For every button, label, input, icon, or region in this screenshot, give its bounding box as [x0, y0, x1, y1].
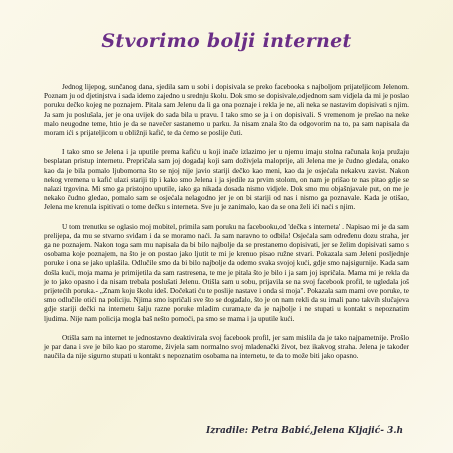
paragraph: Otišla sam na internet te jednostavno deaktivirala svoj facebook profil, jer sam mislila da je tako najpametnije. Prošlo je par dana i sve je bilo kao po starome, živjela sam normalno svoj mladenački život, bez ikakvog straha. Jelena je također naučila da nije sigurno stupati u kontakt s nepoznatim osobama na internetu, te da to može biti jako opasno. [44, 332, 409, 361]
paragraph: U tom trenutku se oglasio moj mobitel, primila sam poruku na facebooku,od 'dečka s interneta' . Napisao mi je da sam prelijepa, da mu se stvarno sviđam i da se moramo naći. Ja sam naravno to odbila! Osjećala sam određenu dozu straha, jer ga ne poznajem. Nakon toga sam mu napisala da bi bilo najbolje da se prestanemo dopisivati, jer se želim dopisivati samo s osobama koje poznajem, na što je on postao jako ljutit te mi je krenuo pisao ružne stvari. Pokazala sam Jeleni posljednje poruke i ona se jako uplašila. Odlučile smo da bi bilo najbolje da odemo svaka svojoj kući, gdje smo najsigurnije. Kada sam došla kući, moja mama je primijetila da sam rastresena, te me je pitala što je bilo i ja sam joj ispričala. Mama mi je rekla da je to jako opasno i da nisam trebala poslušati Jelenu. Otišla sam u sobu, prijavila se na svoj facebook profil, te ugledala još prijetećih poruka.- „Znam koju školu ideš. Dočekati ću te poslije nastave i onda si moja". Pokazala sam mami ove poruke, te smo odlučile otići na policiju. Njima smo ispričali sve što se događalo, što je on nam rekli da su imali pano takvih slučajeva gdje stariji dečki na internetu šalju razne poruke mladim curama,te da je najbolje i ne stupati u kontakt s nepoznatim ljudima. Nije nam policija mogla baš nešto pomoći, pa smo se mama i ja uputile kući. [44, 221, 409, 323]
paragraph: I tako smo se Jelena i ja uputile prema kafiću u koji inače izlazimo jer u njemu imaju stolna računala koja pružaju besplatan pristup internetu. Prepričala sam joj događaj koji sam doživjela maloprije, ali Jelena me je čudno gledala, onako kao da je bila pomalo ljubomorna što se njoj nije javio stariji dečko kao meni, kao da je osjećala nekakvu zavist. Nakon nekog vremena u kafić ulazi stariji tip i kako smo Jelena i ja sjedile za prvim stolom, on nam je prišao te nas pitao gdje se nalazi trgovina. Mi smo ga pristojno uputile, iako ga nikada dosada nismo vidjele. Dok smo mu objašnjavale put, on me je nekako čudno gledao, pomalo sam se osjećala nelagodno jer je on bi stariji od nas i nismo ga poznavale. Kada je otišao, Jelena me krenula ispitivati o tome dečku s interneta. Sve ju je zanimalo, kao da se ona želi ići naći s njim. [44, 147, 409, 212]
document-body [44, 82, 409, 370]
document-title: Stvorimo bolji internet [101, 30, 352, 52]
author-signature: Izradile: Petra Babić,Jelena Kljajić- 3.h [205, 426, 403, 436]
paragraph: Jednog lijepog, sunčanog dana, sjedila sam u sobi i dopisivala se preko facebooka s najboljom prijateljicom Jelenom. Poznam ju od djetinjstva i sada idemo zajedno u srednju školu. Dok smo se dopisivale,odjednom sam vidjela da mi je poslao poruku dečko kojeg ne poznajem. Pitala sam Jelenu da li ga ona poznaje i rekla je ne, ali neka se nastavim dopisivati s njim. Ja sam ju poslušala, jer je ona uvijek do sada bila u pravu. I tako smo se ja i on dopisivali. S vremenom je prešao na neke malo neugodne teme, htio je da se navečer sastanemo u parku. Ja nisam znala što da odgovorim na to, pa sam napisala da moram ići s prijateljicom u obližnji kafić, te da ćemo se poslije čuti. [44, 82, 409, 138]
